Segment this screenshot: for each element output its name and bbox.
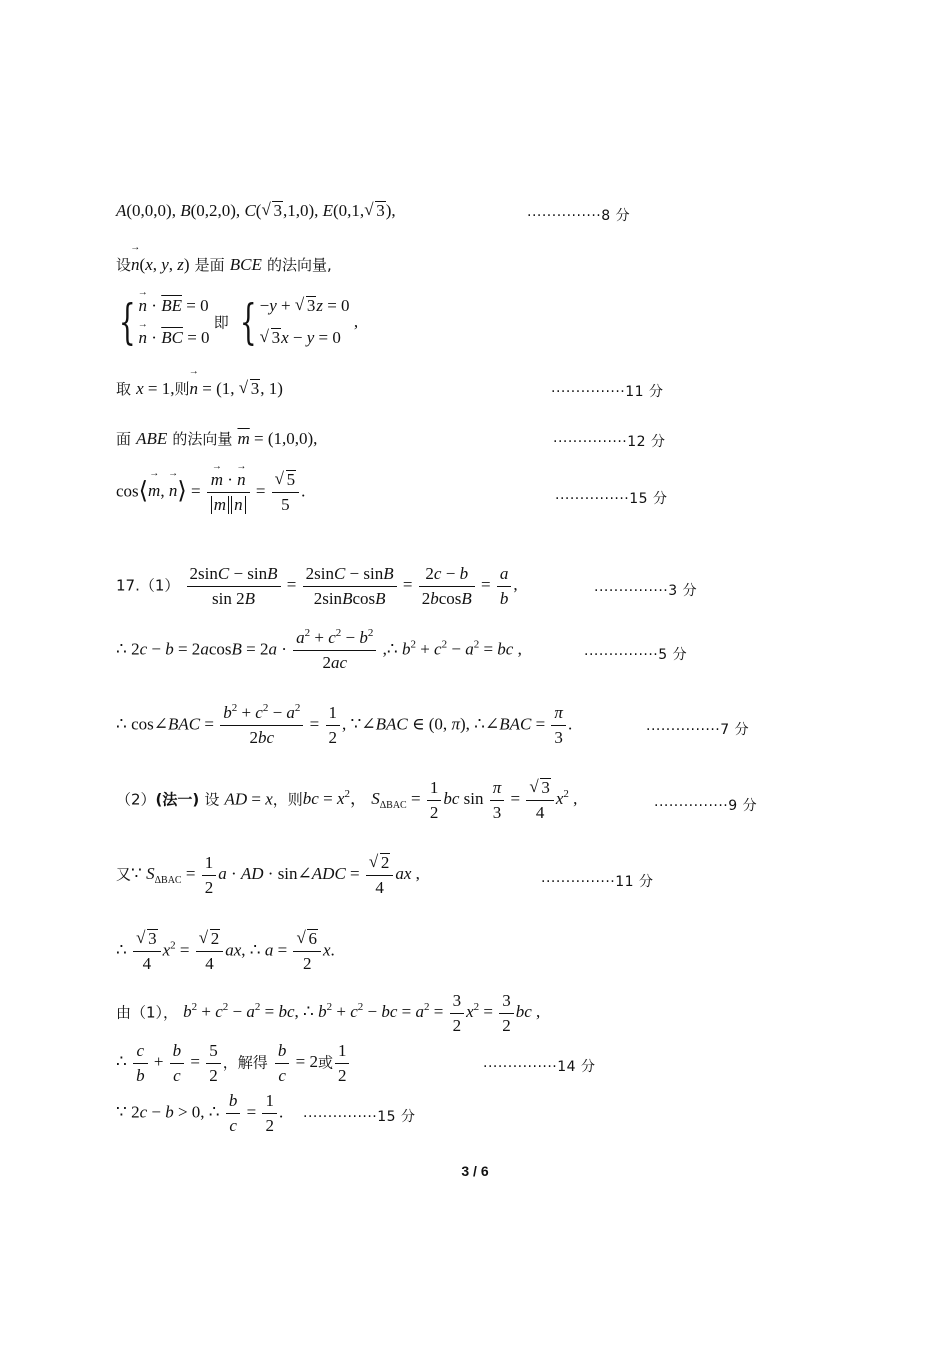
score-7: ···············7 分 (646, 722, 750, 738)
equation-system: { → $n \cdot \overline{BE} = 0$ → $n \cdot \overline{BC} = 0$ 即 { −y + √ 3z = 0 √ 3x − y = 0 , (112, 290, 358, 354)
normal-vector-intro: 设→ n(x, y, z) 是面 BCE 的法向量, (116, 254, 332, 275)
score-9: ···············9 分 (654, 798, 758, 814)
score-11a: ···············11 分 (551, 384, 664, 400)
score-3: ···············3 分 (594, 583, 698, 599)
score-5: ···············5 分 (584, 647, 688, 663)
q17-part2-line2: 又∵ $S_{\Delta BAC}$ = $\frac{1}{2}$ a · AD · sin∠ADC = √ $\frac{2}{4}$ ax , (116, 853, 420, 898)
q17-part2-line5: ∴ $\frac{c}{b}$ + $\frac{b}{c}$ = $\frac{5}{2}$ ，解得 $\frac{b}{c}$ = 2或 $\frac{1}{2}$ (116, 1041, 351, 1086)
coordinates-line: A(0,0,0), B(0,2,0), C( √ 3,1,0), E(0,1, √ 3), (116, 201, 396, 221)
q17-part2-line1: （2）(法一) 设 AD = x，则bc = $x^2$， $S_{\Delta BAC}$ = $\frac{1}{2}$ bc sin $\frac{\pi}{3}$ = √ $\frac{3}{4}$ $x^2$ , (116, 778, 577, 823)
q17-part1-line1: 17.（1） $\frac{2\sin C - \sin B}{\sin 2B}$ = $\frac{2\sin C - \sin B}{\text{2sinBcosB}}$ = $\frac{2c - b}{2bcosB}$ = $\frac{a}{b}$ , (116, 564, 518, 608)
score-14: ···············14 分 (483, 1059, 596, 1075)
face-abe-line: 面 ABE 的法向量 $\overline{m} = (1,0,0)$, (116, 429, 318, 448)
q17-part2-line3: ∴ √ $\frac{3}{4}$ $x^2$ = √ $\frac{2}{4}$ ax, ∴ a = √ $\frac{6}{2}$ x. (116, 929, 335, 974)
cosine-line: cos⟨→ m, → n⟩ = → $\frac{m \cdot \to n}{\text{m n}}$ = √ $\frac{5}{5}$ . (116, 470, 305, 515)
score-8: ···············8 分 (527, 208, 631, 224)
score-15a: ···············15 分 (555, 491, 668, 507)
q17-part2-line4: 由（1）， $b^2 + c^2 - a^2$ = bc, ∴ $b^2 + c^2$ − bc = $a^2$ = $\frac{3}{2}$ $x^2$ = $\frac{3}{2}$ bc , (116, 991, 541, 1035)
score-15b: ···············15 分 (303, 1109, 416, 1125)
take-x-line: 取 x = 1,则→ n = (1, √ 3, 1) (116, 378, 283, 399)
q17-part1-line2: ∴ 2c − b = 2acosB = 2a · $\frac{a^2 + c^2 - b^2}{2ac}$ ,∴ $b^2 + c^2 - a^2$ = bc , (116, 627, 522, 672)
q17-part2-line6: ∵ 2c − b > 0, ∴ $\frac{b}{c}$ = $\frac{1}{2}$ . (116, 1091, 284, 1135)
page-number: 3 / 6 (461, 1163, 489, 1179)
q17-part1-line3: ∴ cos∠BAC = $\frac{b^2 + c^2 - a^2}{2bc}$ = $\frac{1}{2}$ , ∵∠BAC ∈ (0, π), ∴∠BAC = $\frac{\pi}{3}$ . (116, 702, 573, 747)
score-12: ···············12 分 (553, 434, 666, 450)
score-11b: ···············11 分 (541, 874, 654, 890)
